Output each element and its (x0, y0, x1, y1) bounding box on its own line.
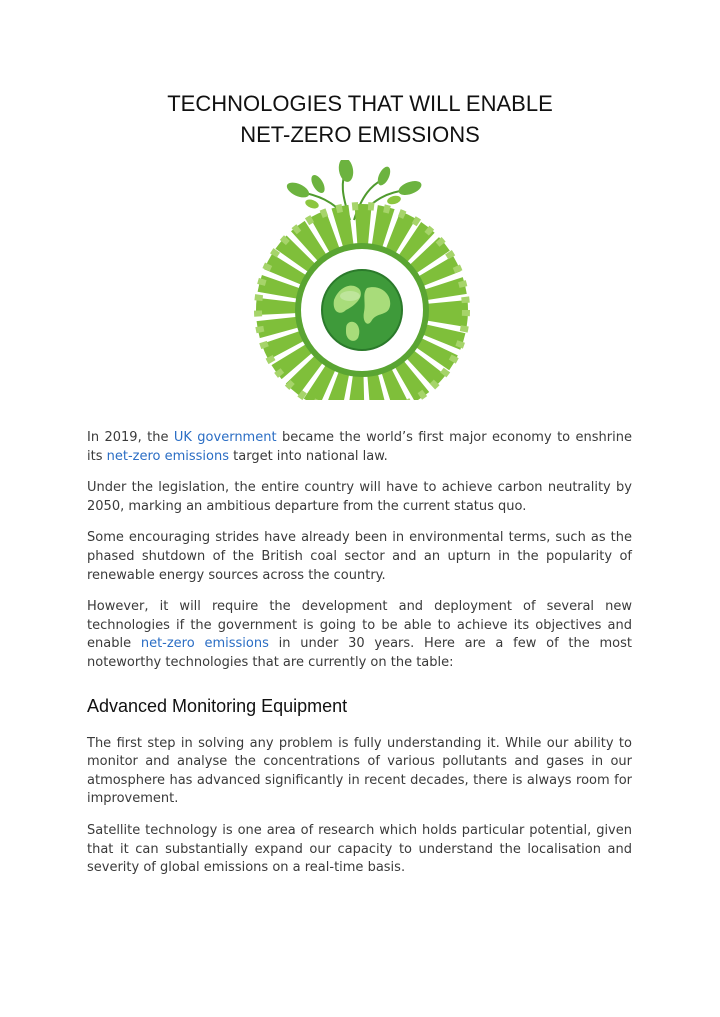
title-line-2: NET-ZERO EMISSIONS (240, 122, 480, 147)
text-run: became the world’s first major economy to enshrine its (87, 430, 632, 464)
paragraph-intro (87, 429, 632, 466)
document-body (87, 429, 632, 891)
document-title (0, 88, 720, 150)
paragraph-strides: Some encouraging strides have already been in environmental terms, such as the phased shutdown of the British coal sector and an upturn in the popularity of renewable energy sources across the country. (87, 530, 632, 583)
globe (322, 270, 402, 350)
paragraph-satellite: Satellite technology is one area of research which holds particular potential, given that it can substantially expand our capacity to understand the localisation and severity of global emissions on a real-time basis. (87, 822, 632, 876)
text-run: In 2019, the (87, 430, 174, 445)
section-heading-monitoring: Advanced Monitoring Equipment (87, 695, 348, 716)
paragraph-technologies (87, 598, 632, 672)
text-run: However, it will require the development and deployment of several new technologies if the government is going to be able to achieve its objectives and enable (87, 599, 632, 652)
paragraph-monitoring: The first step in solving any problem is fully understanding it. While our ability to monitor and analyse the concentrations of various pollutants and gases in our atmosphere has advanced significantly in recent decades, there is always room for improvement. (87, 735, 632, 807)
text-run: target into national law. (229, 448, 388, 464)
text-run: in under 30 years. Here are a few of the most noteworthy technologies that are currently on the table: (87, 636, 632, 670)
title-line-1: TECHNOLOGIES THAT WILL ENABLE (167, 91, 553, 116)
net-zero-emissions-link[interactable]: net-zero emissions (106, 448, 230, 464)
paragraph-legislation: Under the legislation, the entire country will have to achieve carbon neutrality by 2050, marking an ambitious departure from the current status quo. (87, 480, 632, 514)
uk-government-link[interactable]: UK government (173, 430, 277, 445)
net-zero-emissions-link-2[interactable]: net-zero emissions (140, 636, 269, 652)
eco-globe-illustration (222, 160, 502, 400)
